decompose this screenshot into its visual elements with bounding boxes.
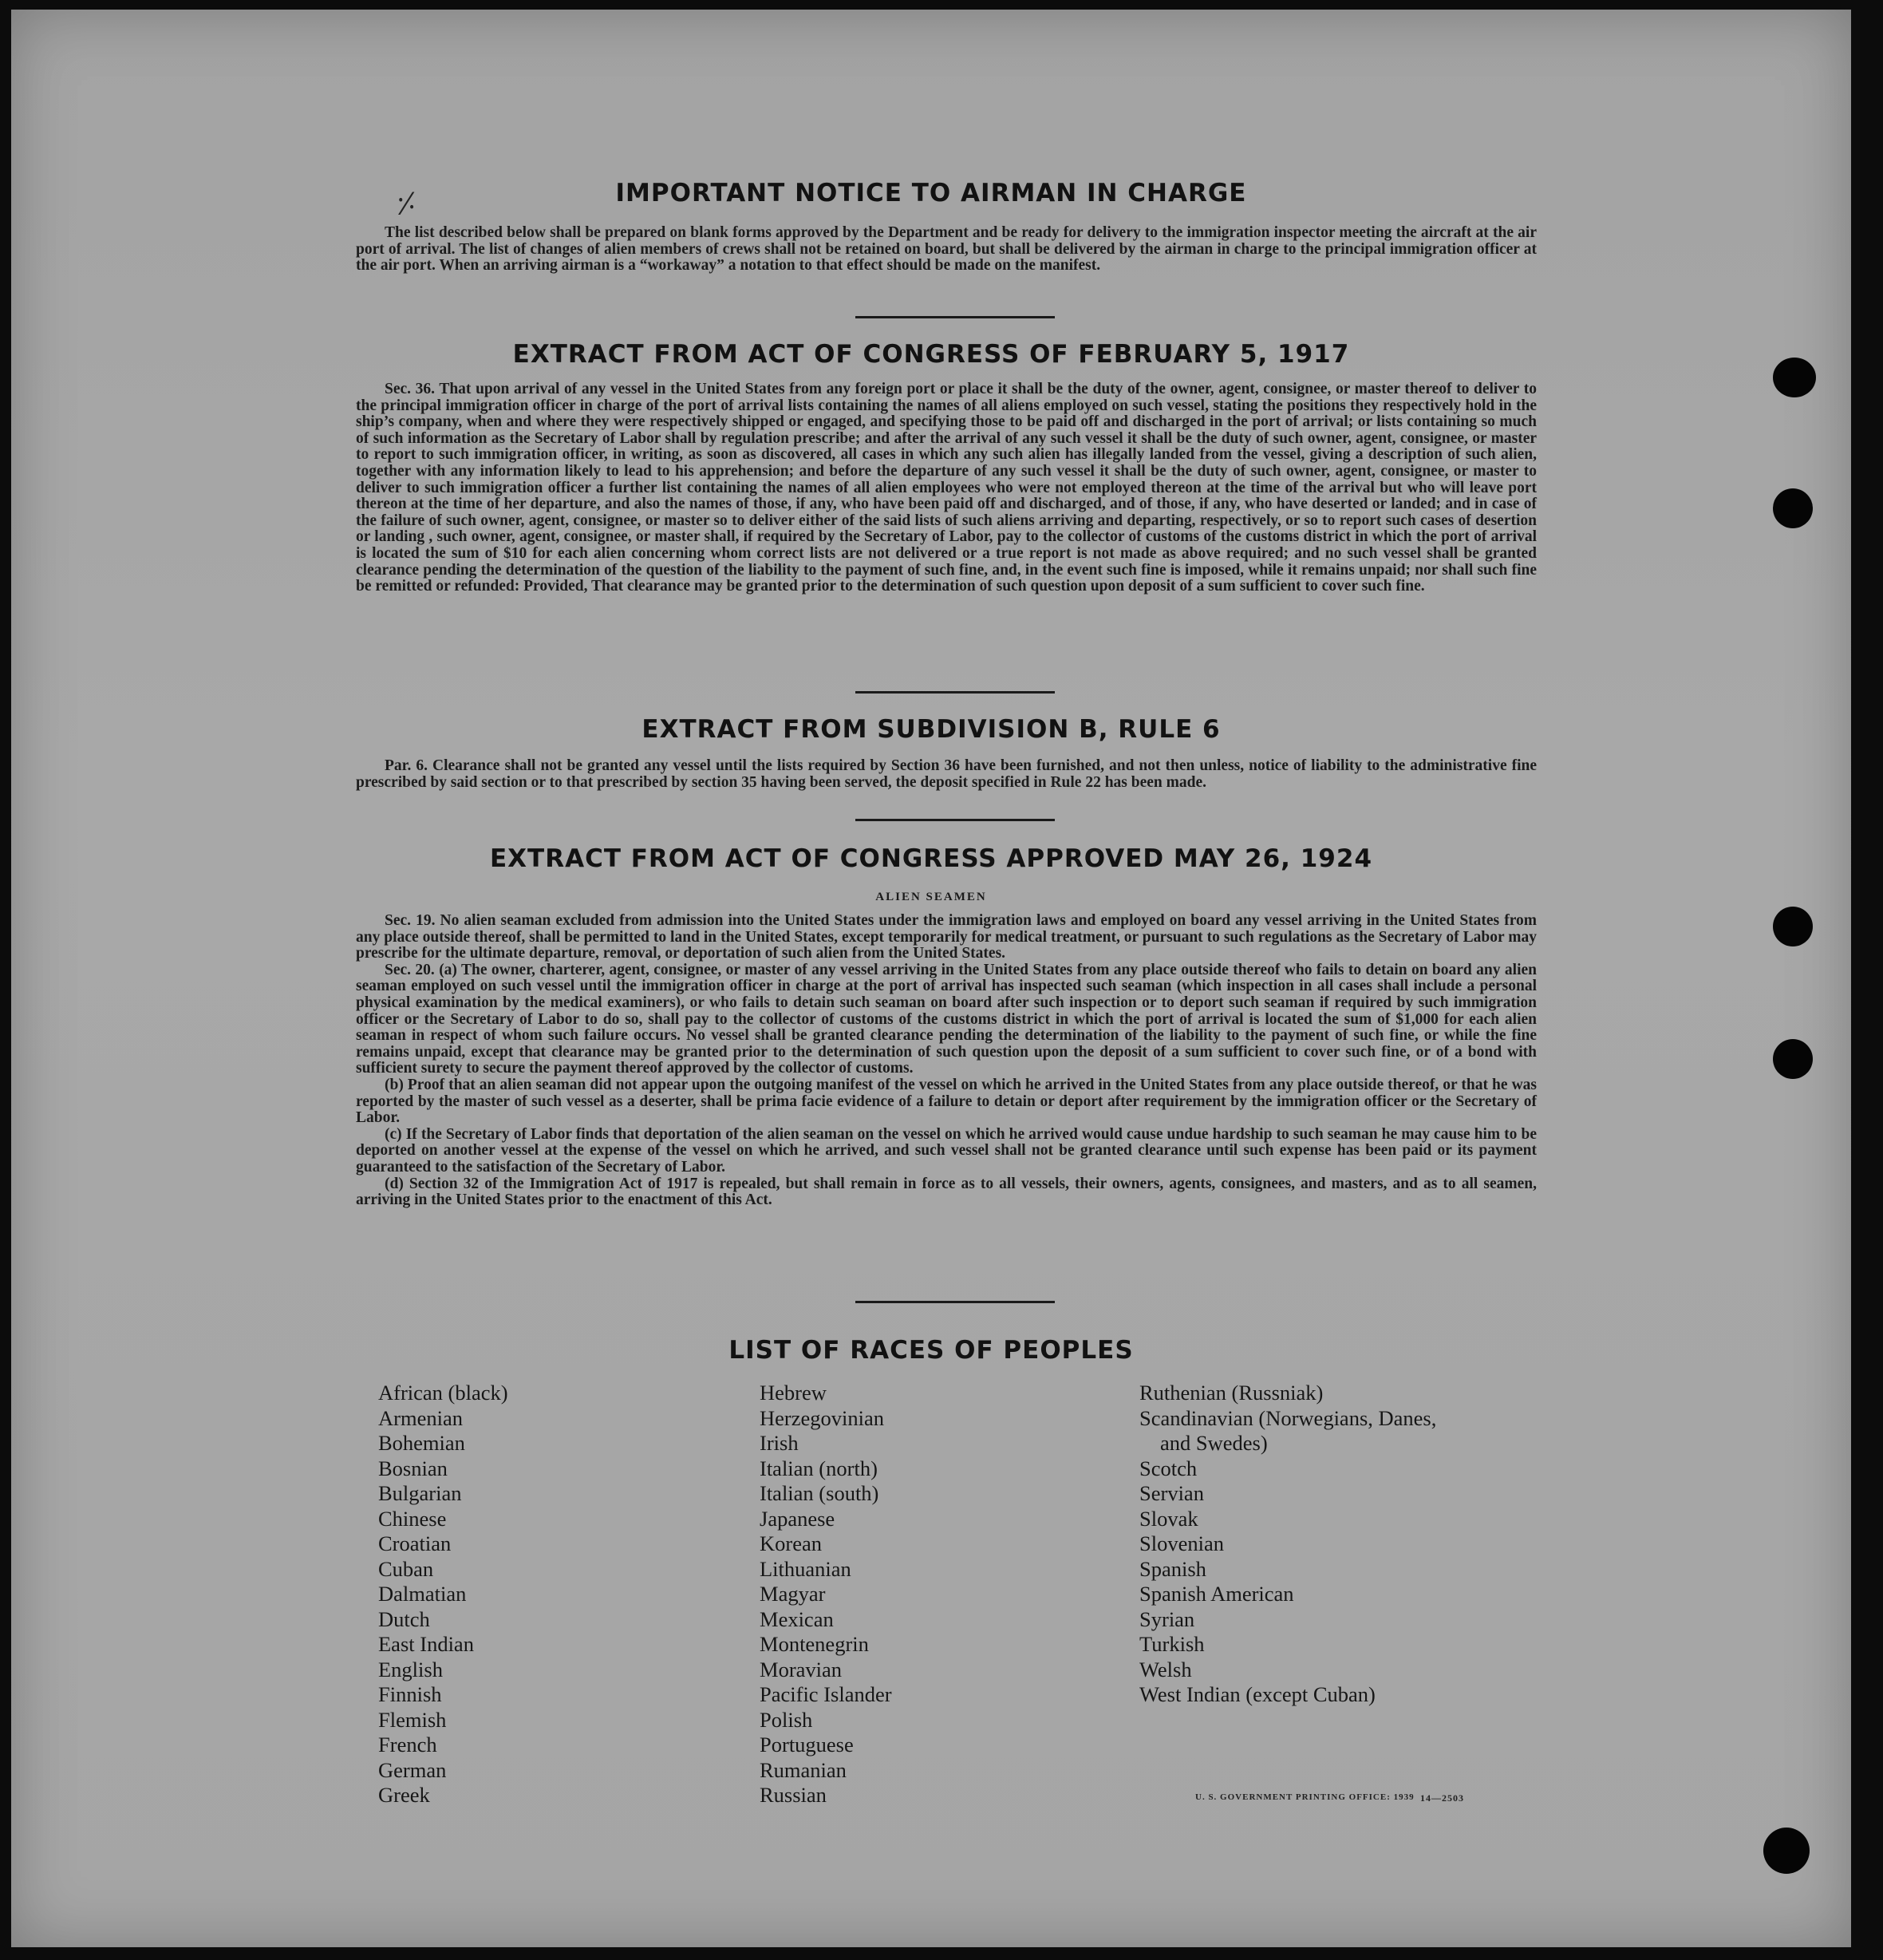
form-number: 14—2503 — [1420, 1792, 1464, 1804]
race-item: Slovenian — [1139, 1531, 1224, 1555]
race-item: Italian (south) — [760, 1481, 879, 1505]
punch-hole — [1773, 1039, 1813, 1079]
races-title: LIST OF RACES OF PEOPLES — [728, 1336, 1134, 1365]
race-item: Ruthenian (Russniak) — [1139, 1381, 1324, 1405]
race-item: Bosnian — [378, 1456, 448, 1480]
stray-mark: ⸓ — [396, 186, 417, 222]
race-item: French — [378, 1733, 437, 1756]
race-item: Greek — [378, 1783, 430, 1807]
race-item: Moravian — [760, 1657, 843, 1681]
race-item: Spanish American — [1139, 1582, 1294, 1606]
race-item: German — [378, 1757, 447, 1782]
sec-20b-paragraph: (b) Proof that an alien seaman did not appear upon the outgoing manifest of the vessel on which he arrived in the United States from any place outside thereof, or that he was reported by the master of such vessel as a deserter, shall be prima facie evidence of a failure to detain or deport after requirement by the immigration officer or the Secretary of Labor. — [356, 1076, 1537, 1127]
act-1917-title: EXTRACT FROM ACT OF CONGRESS OF FEBRUARY 5, 1917 — [512, 340, 1350, 369]
race-item: Servian — [1139, 1481, 1204, 1505]
notice-title: IMPORTANT NOTICE TO AIRMAN IN CHARGE — [615, 179, 1247, 207]
race-item: Korean — [760, 1531, 822, 1555]
race-item: Lithuanian — [760, 1556, 851, 1581]
race-item: Cuban — [378, 1556, 434, 1581]
divider-rule — [855, 819, 1055, 821]
sec-20c-paragraph: (c) If the Secretary of Labor finds that deportation of the alien seaman on the vessel on which he arrived would cause undue hardship to such seaman he may cause him to be deported on another vessel at the expense of the vessel on which he arrived, and such vessel shall not be granted clearance until such expense has been paid or its payment guaranteed to the satisfaction of the Secretary of Labor. — [356, 1125, 1537, 1176]
race-item: English — [378, 1657, 443, 1681]
race-item: Slovak — [1139, 1506, 1198, 1531]
race-item: Flemish — [378, 1707, 447, 1732]
notice-paragraph: The list described below shall be prepared on blank forms approved by the Department and be ready for delivery to the immigration inspector meeting the aircraft at the air port of arrival. The list of changes of alien members of crews shall not be retained on board, but shall be delivered by the airman in charge to the principal immigration officer at the air port. When an arriving airman is a “workaway” a notation to that effect should be made on the manifest. — [356, 224, 1537, 275]
sec-19-paragraph: Sec. 19. No alien seaman excluded from admission into the United States under the immigration laws and employed on board any vessel arriving in the United States from any place outside thereof, shall be permitted to land in the United States, except temporarily for medical treatment, or pursuant to such regulations as the Secretary of Labor may prescribe for the ultimate departure, removal, or deportation of such alien from the United States. — [356, 912, 1537, 962]
race-item: Welsh — [1139, 1657, 1192, 1681]
race-item: West Indian (except Cuban) — [1139, 1682, 1376, 1706]
race-item: Scotch — [1139, 1456, 1198, 1480]
races-column-1 — [378, 1381, 508, 1808]
rule6-body — [356, 758, 1537, 791]
race-item: Magyar — [760, 1582, 826, 1606]
punch-hole — [1773, 488, 1813, 528]
race-item: Dalmatian — [378, 1582, 467, 1606]
race-item: Portuguese — [760, 1733, 854, 1756]
sec-20d-paragraph: (d) Section 32 of the Immigration Act of 1917 is repealed, but shall remain in force as to all vessels, their owners, agents, consignees, and masters, and as to all seamen, arriving in the United States prior to the enactment of this Act. — [356, 1175, 1537, 1209]
act-1924-body — [356, 913, 1537, 1209]
race-item: Herzegovinian — [760, 1405, 884, 1430]
race-item: Mexican — [760, 1606, 834, 1631]
race-item: Turkish — [1139, 1632, 1205, 1656]
race-item: Pacific Islander — [760, 1682, 892, 1706]
alien-seamen-subtitle: ALIEN SEAMEN — [875, 891, 987, 903]
race-item: Italian (north) — [760, 1456, 878, 1480]
race-item: Hebrew — [760, 1381, 827, 1405]
par-6-paragraph: Par. 6. Clearance shall not be granted any vessel until the lists required by Section 36 have been furnished, and not then unless, notice of liability to the administrative fine prescribed by said section or to that prescribed by section 35 having been served, the deposit specified in Rule 22 has been made. — [356, 757, 1537, 791]
race-item: Croatian — [378, 1531, 452, 1555]
race-item: and Swedes) — [1160, 1431, 1268, 1455]
race-item: Syrian — [1139, 1606, 1195, 1631]
race-item: Armenian — [378, 1405, 463, 1430]
punch-hole — [1763, 1828, 1810, 1874]
sec-20a-paragraph: Sec. 20. (a) The owner, charterer, agent, consignee, or master of any vessel arriving in the United States from any place outside thereof who fails to detain on board any alien seaman employed on such vessel until the immigration officer in charge at the port of arrival has inspected such seaman (which inspection in all cases shall include a personal physical examination by the medical examiners), or who fails to detain such seaman on board after such inspection or to deport such seaman if required by such immigration officer or the Secretary of Labor to do so, shall pay to the collector of customs of the customs district in which the port of arrival is located the sum of $1,000 for each alien seaman in respect of whom such failure occurs. No vessel shall be granted clearance pending the determination of the liability to the payment of such fine, or while the fine remains unpaid, except that clearance may be granted prior to the determination of such question upon the deposit of a sum sufficient to cover such fine, or of a bond with sufficient surety to secure the payment thereof approved by the collector of customs. — [356, 961, 1537, 1077]
race-item: Scandinavian (Norwegians, Danes, — [1139, 1405, 1437, 1430]
race-item: Montenegrin — [760, 1632, 869, 1656]
race-item: East Indian — [378, 1632, 474, 1656]
race-item: Bohemian — [378, 1431, 465, 1455]
races-column-2 — [760, 1381, 892, 1808]
race-item: Polish — [760, 1707, 813, 1732]
race-item: Dutch — [378, 1606, 430, 1631]
races-column-3 — [1139, 1381, 1436, 1708]
race-item: Irish — [760, 1431, 799, 1455]
divider-rule — [855, 316, 1055, 318]
race-item: Japanese — [760, 1506, 835, 1531]
race-item: Finnish — [378, 1682, 442, 1706]
document-sheet — [11, 10, 1851, 1947]
printer-imprint: U. S. GOVERNMENT PRINTING OFFICE: 1939 — [1195, 1792, 1415, 1802]
race-item: Chinese — [378, 1506, 447, 1531]
race-item: Russian — [760, 1783, 827, 1807]
divider-rule — [855, 691, 1055, 694]
divider-rule — [855, 1301, 1055, 1303]
race-item: Bulgarian — [378, 1481, 462, 1505]
race-item: Spanish — [1139, 1556, 1206, 1581]
race-item: African (black) — [378, 1381, 508, 1405]
rule6-title: EXTRACT FROM SUBDIVISION B, RULE 6 — [641, 715, 1221, 744]
act-1924-title: EXTRACT FROM ACT OF CONGRESS APPROVED MAY 26, 1924 — [489, 844, 1373, 873]
race-item: Rumanian — [760, 1757, 847, 1782]
sec-36-paragraph: Sec. 36. That upon arrival of any vessel in the United States from any foreign port or place it shall be the duty of the owner, agent, consignee, or master thereof to deliver to the principal immigration officer in charge of the port of arrival lists containing the names of all aliens employed on such vessel, stating the positions they respectively hold in the ship’s company, when and where they were respectively shipped or engaged, and specifying those to be paid off and discharged in the port of arrival; or lists containing so much of such information as the Secretary of Labor shall by regulation prescribe; and after the arrival of any such vessel it shall be the duty of such owner, agent, consignee, or master to report to such immigration officer, in writing, as soon as discovered, all cases in which any such alien has illegally landed from the vessel, giving a description of such alien, together with any information likely to lead to his apprehension; and before the departure of any such vessel it shall be the duty of such owner, agent, consignee, or master to deliver to such immigration officer a further list containing the names of all alien employees who were not employed thereon at the time of the arrival but who will leave port thereon at the time of her departure, and also the names of those, if any, who have been paid off and discharged, and of those, if any, who have deserted or landed; and in case of the failure of such owner, agent, consignee, or master so to deliver either of the said lists of such aliens arriving and departing, respectively, or so to report such cases of desertion or landing , such owner, agent, consignee, or master shall, if required by the Secretary of Labor, pay to the collector of customs of the customs district in which the port of arrival is located the sum of $10 for each alien concerning whom correct lists are not delivered or a true report is not made as above required; and no such vessel shall be granted clearance pending the determination of the question of the liability to the payment of such fine, and, in the event such fine is imposed, while it remains unpaid; nor shall such fine be remitted or refunded: Provided, That clearance may be granted prior to the determination of such question upon deposit of a sum sufficient to cover such fine. — [356, 381, 1537, 595]
notice-body — [356, 225, 1537, 275]
punch-hole — [1773, 907, 1813, 946]
act-1917-body — [356, 381, 1537, 595]
